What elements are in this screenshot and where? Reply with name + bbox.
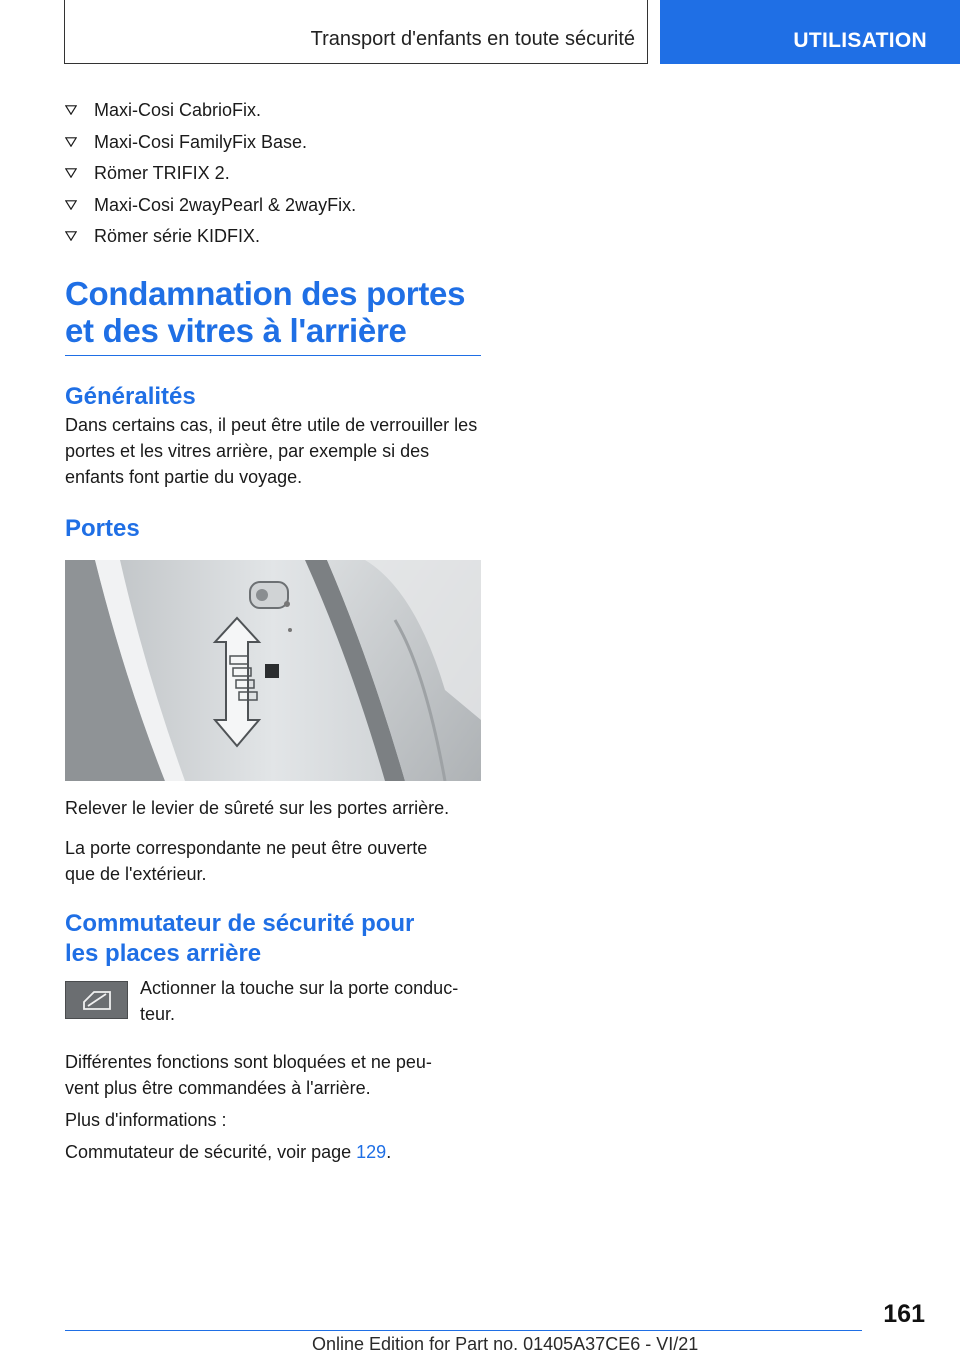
generalites-heading: Généralités: [65, 383, 196, 410]
list-item: Maxi-Cosi FamilyFix Base.: [65, 132, 481, 152]
list-item: Römer série KIDFIX.: [65, 226, 481, 246]
list-item: Römer TRIFIX 2.: [65, 163, 481, 183]
triangle-bullet-icon: [65, 105, 77, 115]
commutateur-text-2: Plus d'informations :: [65, 1110, 227, 1130]
triangle-bullet-icon: [65, 200, 77, 210]
commutateur-text-3: Commutateur de sécurité, voir page 129.: [65, 1142, 392, 1162]
door-lock-illustration: [65, 560, 481, 781]
header-chapter-tab[interactable]: [660, 0, 960, 64]
list-item: Maxi-Cosi 2wayPearl & 2wayFix.: [65, 195, 481, 215]
page-link-129[interactable]: 129: [356, 1142, 387, 1162]
header-section-box: [64, 0, 648, 64]
page-number: 161: [883, 1300, 925, 1328]
safety-switch-row: [65, 975, 481, 1035]
header-section-title: Transport d'enfants en toute sécurité: [310, 28, 635, 50]
commutateur-heading: Commutateur de sécurité pour les places arrière: [65, 910, 415, 967]
safety-switch-instruction: Actionner la touche sur la porte conduc- teur.: [140, 978, 459, 1024]
generalites-text: Dans certains cas, il peut être utile de verrouiller les portes et les vitres arrière, par exemple si des enfants font partie du voyage.: [65, 415, 478, 487]
door-child-lock-image: [65, 560, 481, 781]
portes-text-2: La porte correspondante ne peut être ouverte que de l'extérieur.: [65, 838, 428, 884]
commutateur-text-1: Différentes fonctions sont bloquées et ne peu- vent plus être commandées à l'arrière.: [65, 1052, 432, 1098]
portes-text-1: Relever le levier de sûreté sur les portes arrière.: [65, 798, 450, 818]
triangle-bullet-icon: [65, 168, 77, 178]
main-heading: Condamnation des portes et des vitres à l'arrière: [65, 275, 481, 356]
window-lock-button-icon: [65, 981, 128, 1019]
child-seat-list: [65, 100, 481, 246]
triangle-bullet-icon: [65, 137, 77, 147]
page-content: [65, 100, 481, 1165]
footer-divider: [65, 1330, 862, 1331]
edition-text: Online Edition for Part no. 01405A37CE6 - VI/21: [312, 1334, 699, 1354]
list-item: Maxi-Cosi CabrioFix.: [65, 100, 481, 120]
portes-heading: Portes: [65, 515, 140, 542]
triangle-bullet-icon: [65, 231, 77, 241]
header-chapter-label: UTILISATION: [793, 29, 927, 52]
